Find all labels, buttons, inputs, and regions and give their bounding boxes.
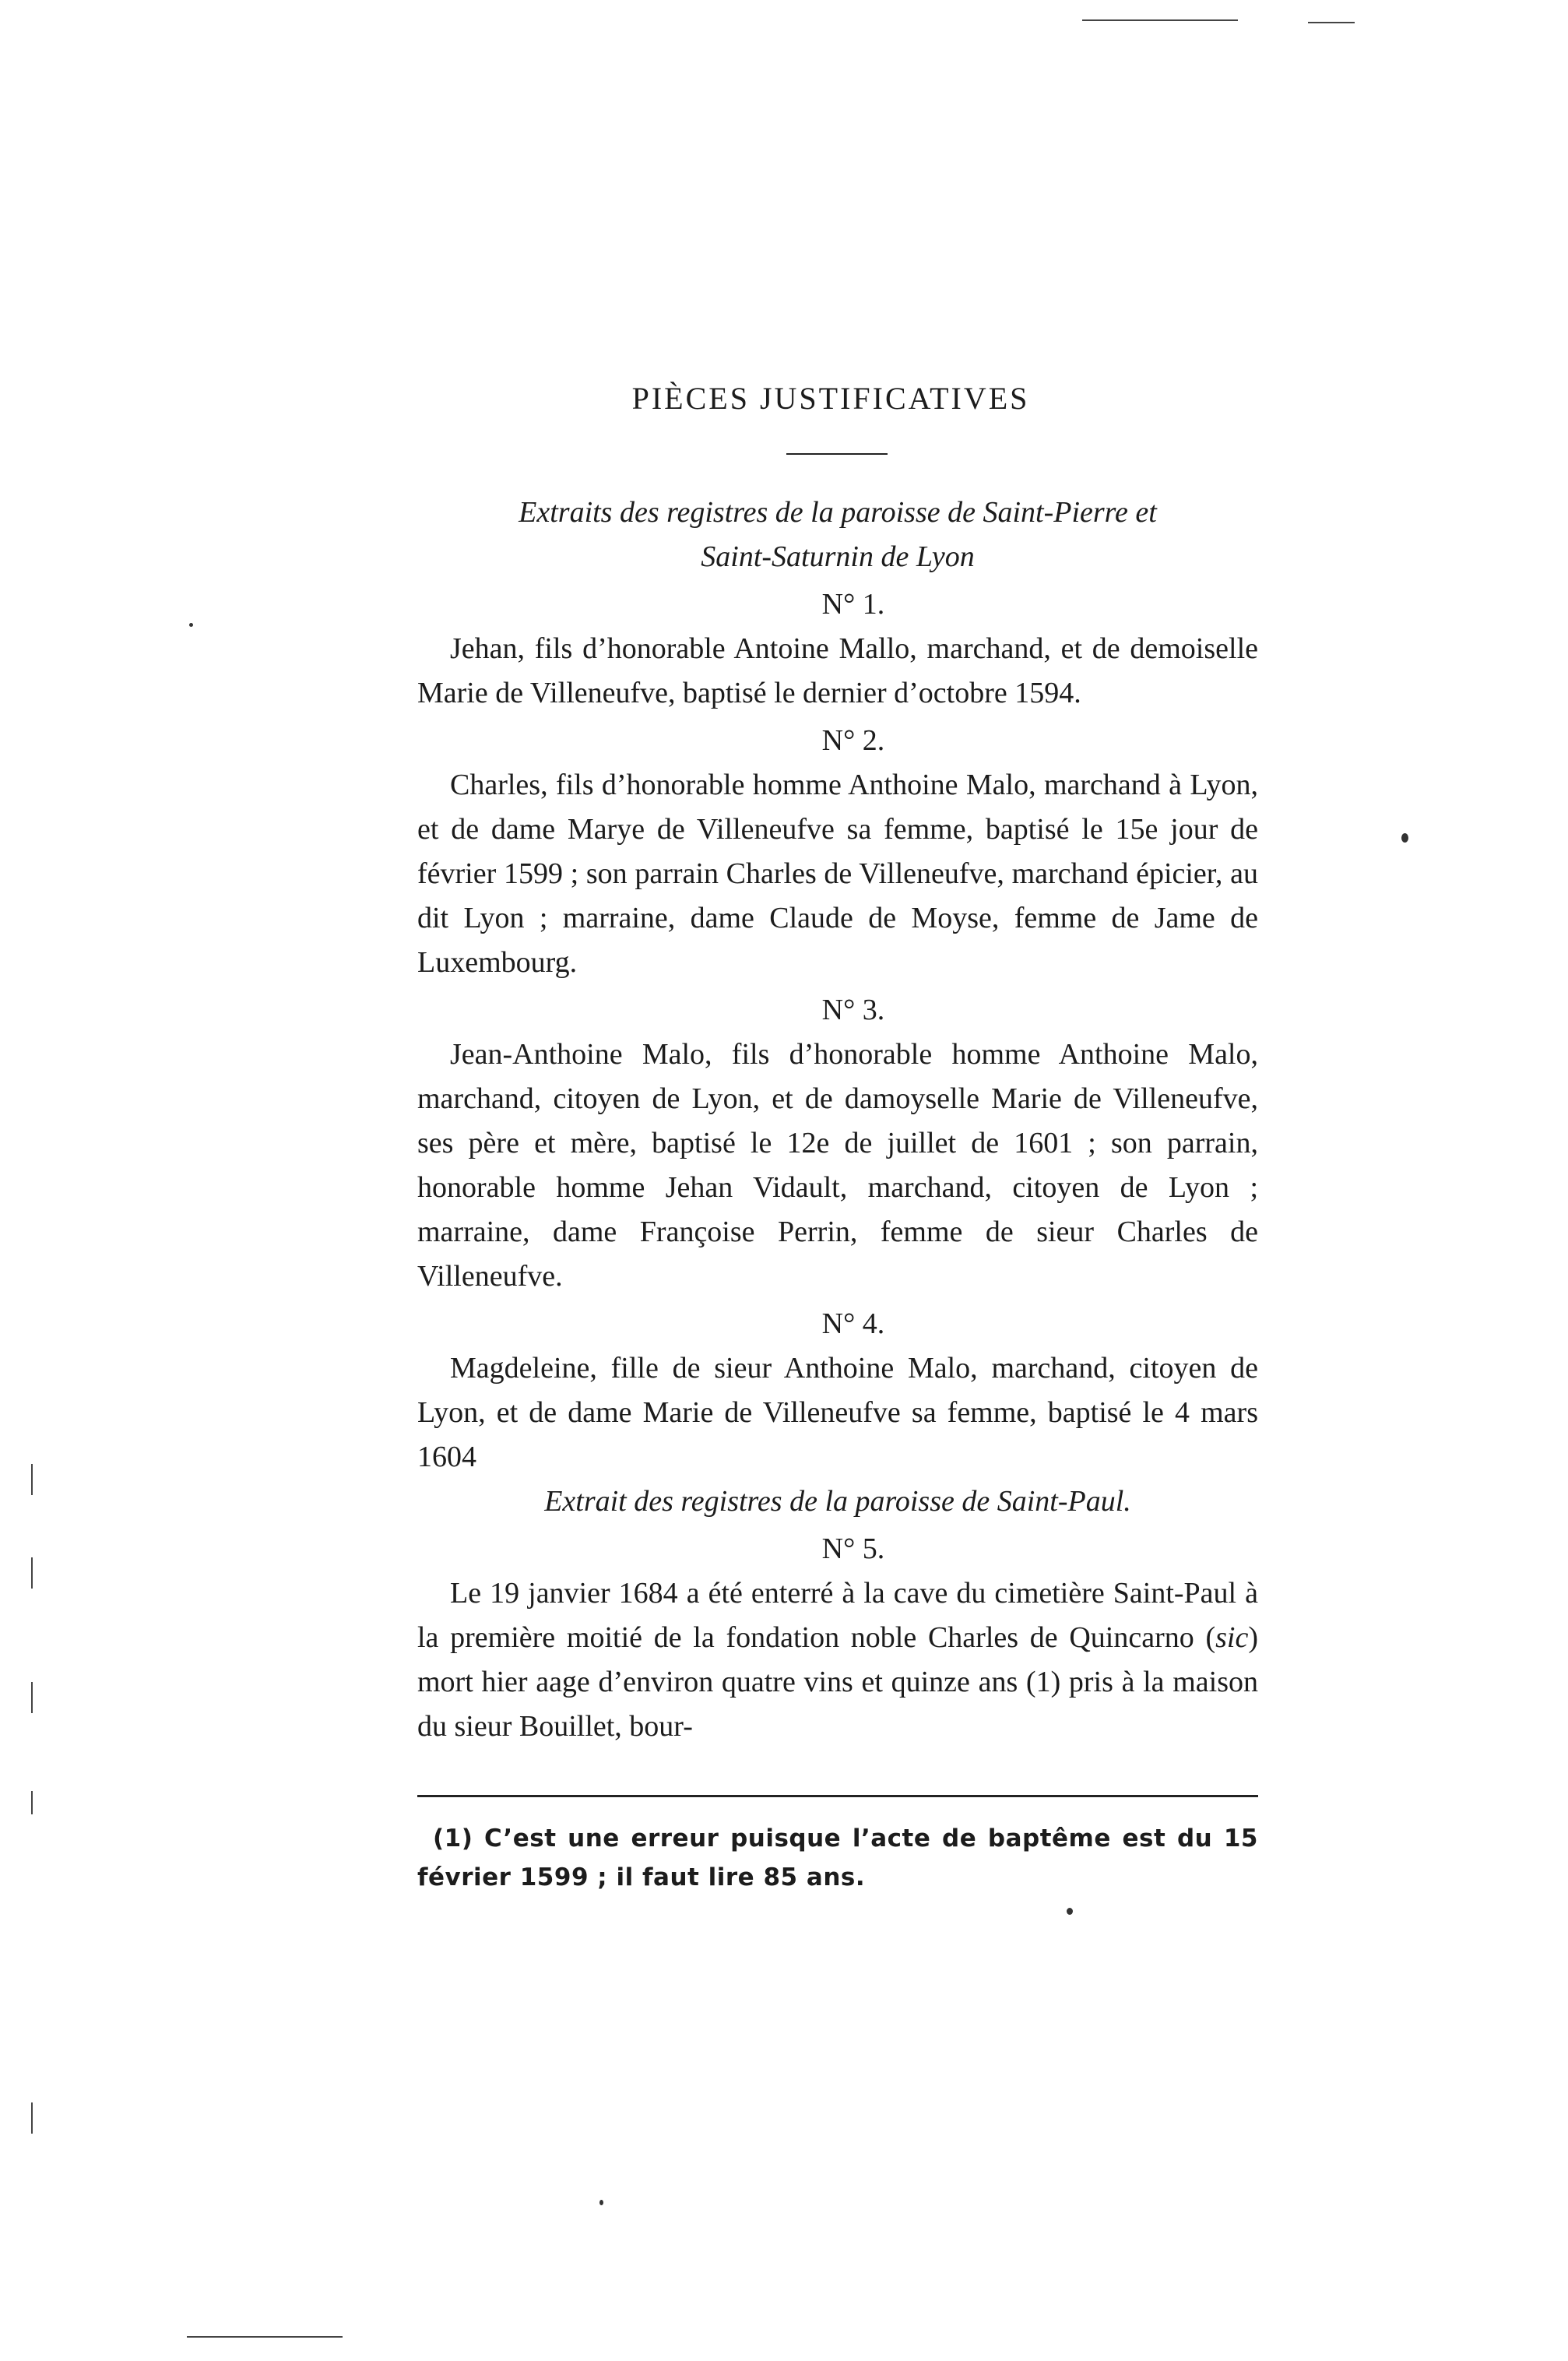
section-heading-line-2: Saint-Saturnin de Lyon [701,540,975,573]
scan-mark [1082,19,1238,21]
page-title: PIÈCES JUSTIFICATIVES [631,381,1030,416]
entry-text-4: Magdeleine, fille de sieur Anthoine Malo, marchand, citoyen de Lyon, et de dame Marie de Villeneufve sa femme, baptisé le 4 mars 1604 [417,1352,1258,1473]
scan-speck [1067,1908,1073,1915]
section-heading-saint-paul: Extrait des registres de la paroisse de Saint-Paul. [544,1485,1131,1518]
scan-mark [31,1464,33,1495]
scan-mark [1308,22,1355,23]
footnote: (1) C’est une erreur puisque l’acte de baptême est du 15 février 1599 ; il faut lire 85 ans. [417,1824,1258,1891]
entry-number-5: N° 5. [821,1532,885,1565]
entry-number-2: N° 2. [821,724,885,757]
entry-text-2: Charles, fils d’honorable homme Anthoine Malo, marchand à Lyon, et de dame Marye de Villeneufve sa femme, baptisé le 15e jour de février 1599 ; son parrain Charles de Villeneufve, marchand épicier, au dit Lyon ; marraine, dame Claude de Moyse, femme de Jame de Luxembourg. [417,769,1258,979]
entry-number-1: N° 1. [821,588,885,621]
entry-text-5-part-1: Le 19 janvier 1684 a été enterré à la cave du cimetière Saint-Paul à la première moitié de la fondation noble Charles de Quincarno ( [417,1577,1258,1654]
scan-mark [31,1557,33,1589]
entry-text-1: Jehan, fils d’honorable Antoine Mallo, marchand, et de demoiselle Marie de Villeneufve, baptisé le dernier d’octobre 1594. [417,632,1258,709]
scan-speck [189,623,193,627]
title-divider [786,453,888,455]
footnote-divider [417,1795,1258,1797]
scan-speck [1401,833,1408,843]
section-heading-line-1: Extraits des registres de la paroisse de Saint-Pierre et [519,496,1157,529]
entry-number-4: N° 4. [821,1307,885,1340]
entry-number-3: N° 3. [821,994,885,1026]
scan-mark [31,1791,33,1814]
sic-annotation: sic [1215,1621,1249,1654]
entry-text-5 [417,1571,1258,1749]
scan-mark [31,1682,33,1713]
body-text [417,491,1258,1749]
entry-text-3: Jean-Anthoine Malo, fils d’honorable homme Anthoine Malo, marchand, citoyen de Lyon, et de damoyselle Marie de Villeneufve, ses père et mère, baptisé le 12e de juillet de 1601 ; son parrain, honorable homme Jehan Vidault, marchand, citoyen de Lyon ; marraine, dame Françoise Perrin, femme de sieur Charles de Villeneufve. [417,1038,1258,1293]
scan-mark [187,2336,343,2338]
scan-speck [599,2200,603,2205]
entry-text-5-part-2: ) mort hier aage d’environ quatre vins et quinze ans (1) pris à la maison du sieur Bouillet, bour- [417,1621,1258,1743]
scan-mark [31,2102,33,2134]
